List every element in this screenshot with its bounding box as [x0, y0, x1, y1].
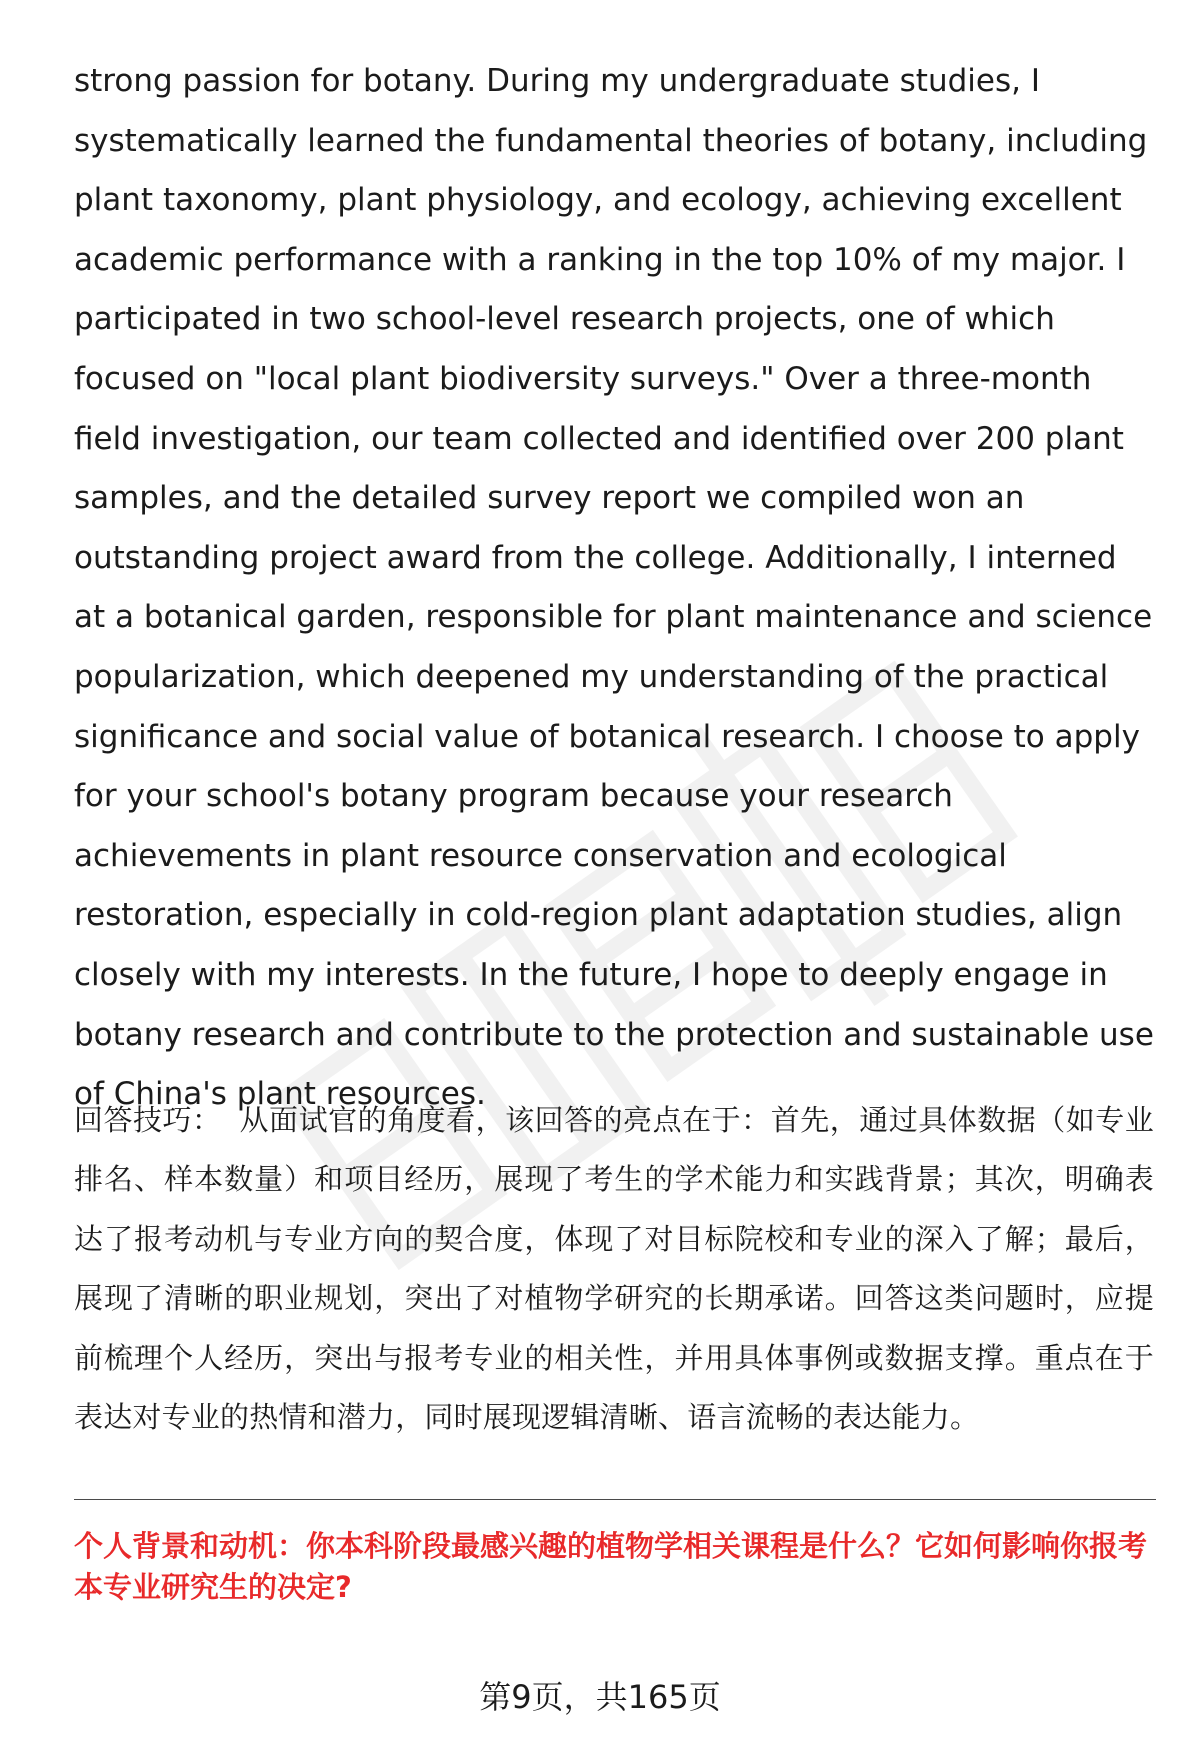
section-divider	[74, 1499, 1156, 1500]
next-question-heading: 个人背景和动机：你本科阶段最感兴趣的植物学相关课程是什么？它如何影响你报考本专业研究生的决定?	[74, 1529, 1148, 1604]
page-number-footer: 第9页，共165页	[479, 1678, 721, 1716]
answer-tips-label: 回答技巧：	[74, 1103, 222, 1137]
answer-tips-block	[74, 1091, 1154, 1447]
answer-tips-text: 从面试官的角度看，该回答的亮点在于：首先，通过具体数据（如专业排名、样本数量）和项目经历，展现了考生的学术能力和实践背景；其次，明确表达了报考动机与专业方向的契合度，体现了对目标院校和专业的深入了解；最后，展现了清晰的职业规划，突出了对植物学研究的长期承诺。回答这类问题时，应提前梳理个人经历，突出与报考专业的相关性，并用具体事例或数据支撑。重点在于表达对专业的热情和潜力，同时展现逻辑清晰、语言流畅的表达能力。	[74, 1103, 1154, 1435]
answer-body-paragraph: strong passion for botany. During my undergraduate studies, I systematically learned the fundamental theories of botany, including plant taxonomy, plant physiology, and ecology, achieving excellent academic performance with a ranking in the top 10% of my major. I participated in two school-level research projects, one of which focused on "local plant biodiversity surveys." Over a three-month field investigation, our team collected and identified over 200 plant samples, and the detailed survey report we compiled won an outstanding project award from the college. Additionally, I interned at a botanical garden, responsible for plant maintenance and science popularization, which deepened my understanding of the practical significance and social value of botanical research. I choose to apply for your school's botany program because your research achievements in plant resource conservation and ecological restoration, especially in cold-region plant adaptation studies, align closely with my interests. In the future, I hope to deeply engage in botany research and contribute to the protection and sustainable use of China's plant resources.	[74, 63, 1154, 1113]
